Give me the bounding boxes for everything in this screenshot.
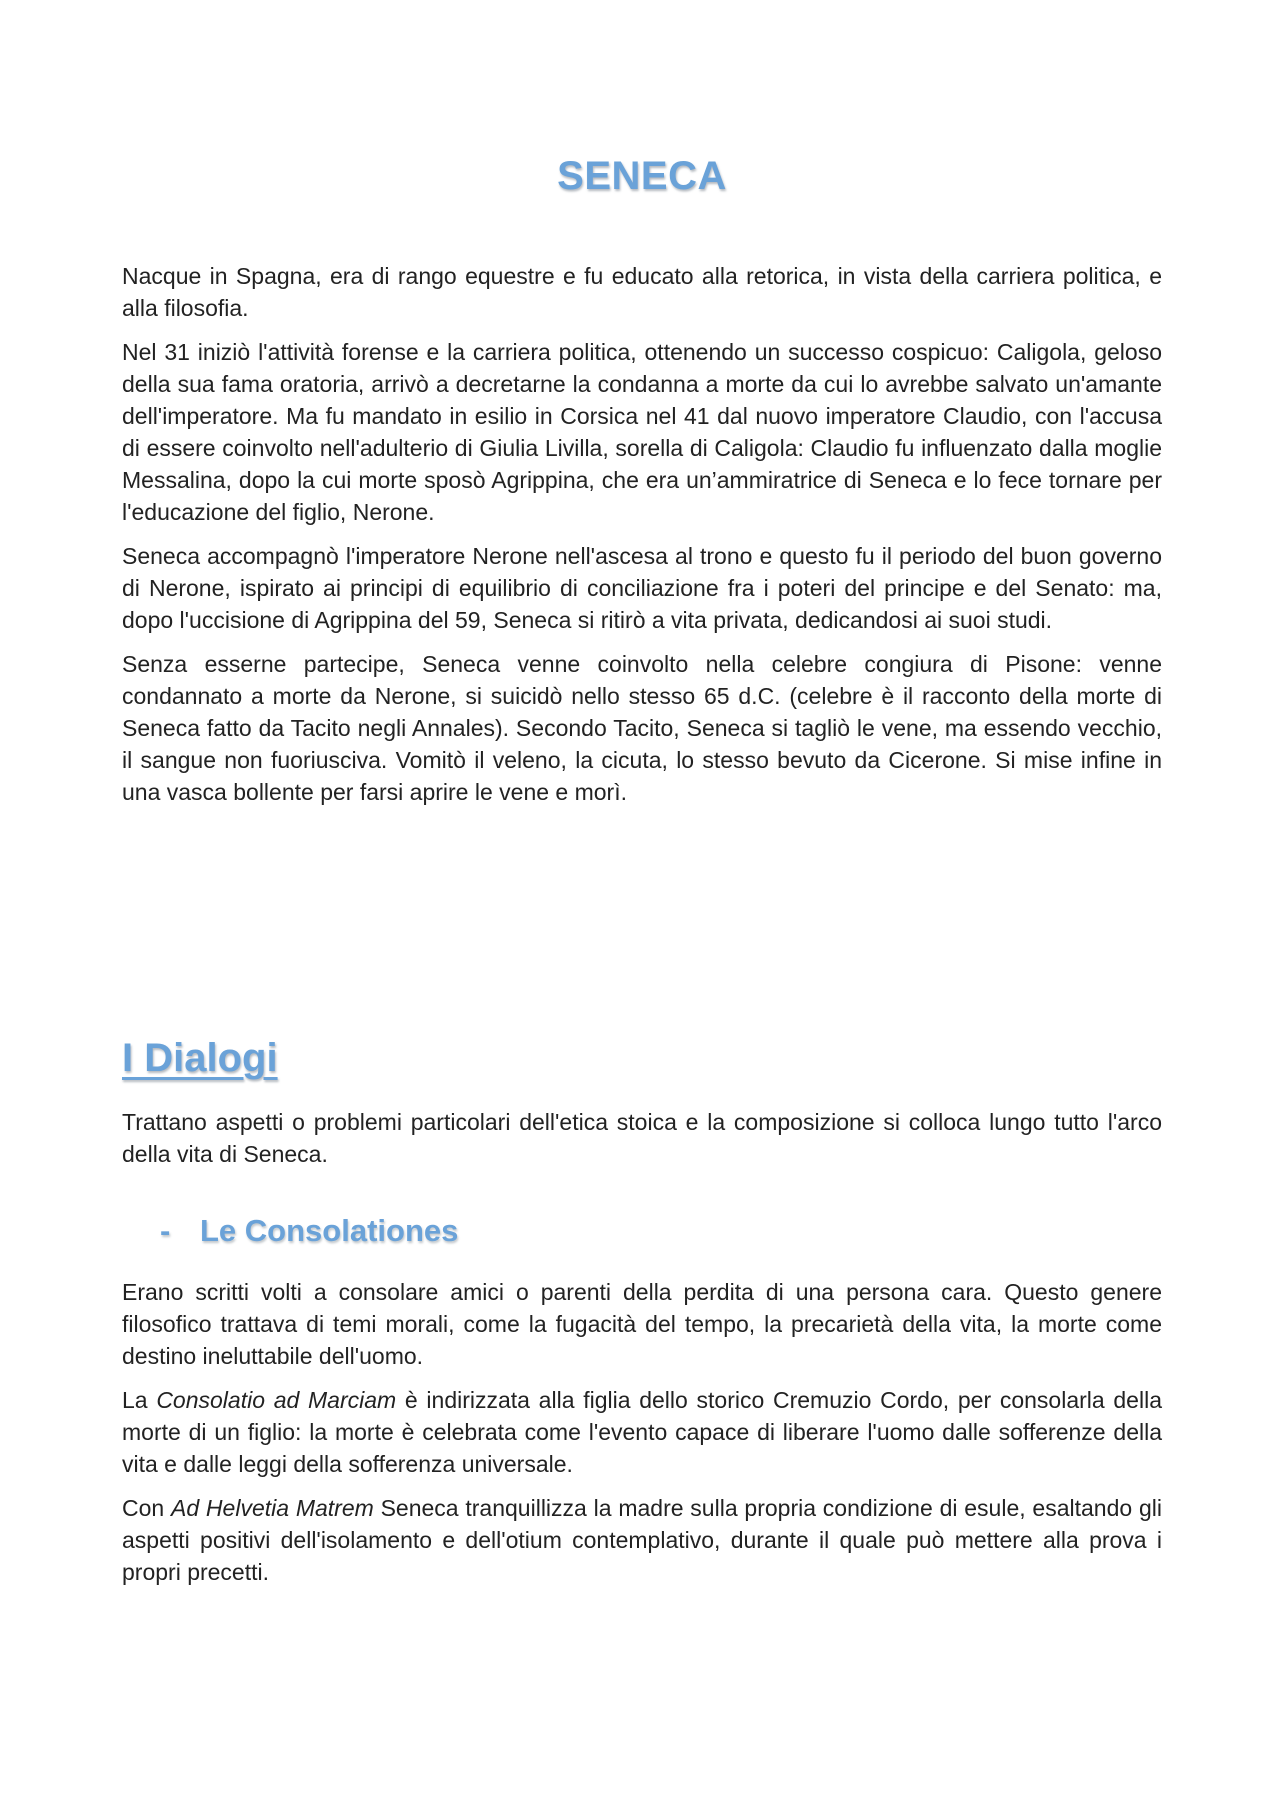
p2-rest: è indirizzata alla figlia dello storico Cremuzio Cordo, per consolarla della morte di un figlio: la morte è celebrata come l'evento capace di liberare l'uomo dalle sofferenze della vita e dalle leggi della sofferenza universale.: [122, 1387, 1162, 1477]
dialogi-heading: I Dialogi: [122, 1036, 278, 1080]
consolationes-paragraph-2: [122, 1384, 1162, 1480]
p2-lead: La: [122, 1387, 157, 1413]
consolationes-section: [122, 1276, 1162, 1600]
work-title-marciam: Consolatio ad Marciam: [156, 1387, 397, 1413]
consolationes-heading: [160, 1213, 458, 1249]
intro-paragraph-3: Seneca accompagnò l'imperatore Nerone nell'ascesa al trono e questo fu il periodo del buon governo di Nerone, ispirato ai principi di equilibrio di conciliazione fra i poteri del principe e del Senato: ma, dopo l'uccisione di Agrippina del 59, Seneca si ritirò a vita privata, dedicandosi ai suoi studi.: [122, 543, 1162, 633]
consolationes-heading-text: Le Consolationes: [200, 1213, 459, 1248]
p3-rest: Seneca tranquillizza la madre sulla propria condizione di esule, esaltando gli aspetti positivi dell'isolamento e dell'otium contemplativo, durante il quale può mettere alla prova i propri precetti.: [122, 1495, 1162, 1585]
page-title: SENECA: [557, 154, 727, 198]
intro-paragraph-4: Senza esserne partecipe, Seneca venne coinvolto nella celebre congiura di Pisone: venne condannato a morte da Nerone, si suicidò nello stesso 65 d.C. (celebre è il racconto della morte di Seneca fatto da Tacito negli Annales). Secondo Tacito, Seneca si tagliò le vene, ma essendo vecchio, il sangue non fuoriusciva. Vomitò il veleno, la cicuta, lo stesso bevuto da Cicerone. Si mise infine in una vasca bollente per farsi aprire le vene e morì.: [122, 651, 1162, 805]
dialogi-section: [122, 1106, 1162, 1182]
intro-paragraph-1: Nacque in Spagna, era di rango equestre e fu educato alla retorica, in vista della carriera politica, e alla filosofia.: [122, 263, 1162, 321]
list-dash: -: [160, 1213, 171, 1248]
dialogi-paragraph-1: Trattano aspetti o problemi particolari dell'etica stoica e la composizione si colloca lungo tutto l'arco della vita di Seneca.: [122, 1109, 1162, 1167]
consolationes-paragraph-1: Erano scritti volti a consolare amici o parenti della perdita di una persona cara. Questo genere filosofico trattava di temi morali, come la fugacità del tempo, la precarietà della vita, la morte come destino ineluttabile dell'uomo.: [122, 1279, 1162, 1369]
p3-lead: Con: [122, 1495, 171, 1521]
intro-section: [122, 260, 1162, 820]
work-title-helvetia: Ad Helvetia Matrem: [171, 1495, 374, 1521]
intro-paragraph-2: Nel 31 iniziò l'attività forense e la carriera politica, ottenendo un successo cospicuo: Caligola, geloso della sua fama oratoria, arrivò a decretarne la condanna a morte da cui lo avrebbe salvato un'amante dell'imperatore. Ma fu mandato in esilio in Corsica nel 41 dal nuovo imperatore Claudio, con l'accusa di essere coinvolto nell'adulterio di Giulia Livilla, sorella di Caligola: Claudio fu influenzato dalla moglie Messalina, dopo la cui morte sposò Agrippina, che era un’ammiratrice di Seneca e lo fece tornare per l'educazione del figlio, Nerone.: [122, 339, 1162, 525]
consolationes-paragraph-3: [122, 1492, 1162, 1588]
